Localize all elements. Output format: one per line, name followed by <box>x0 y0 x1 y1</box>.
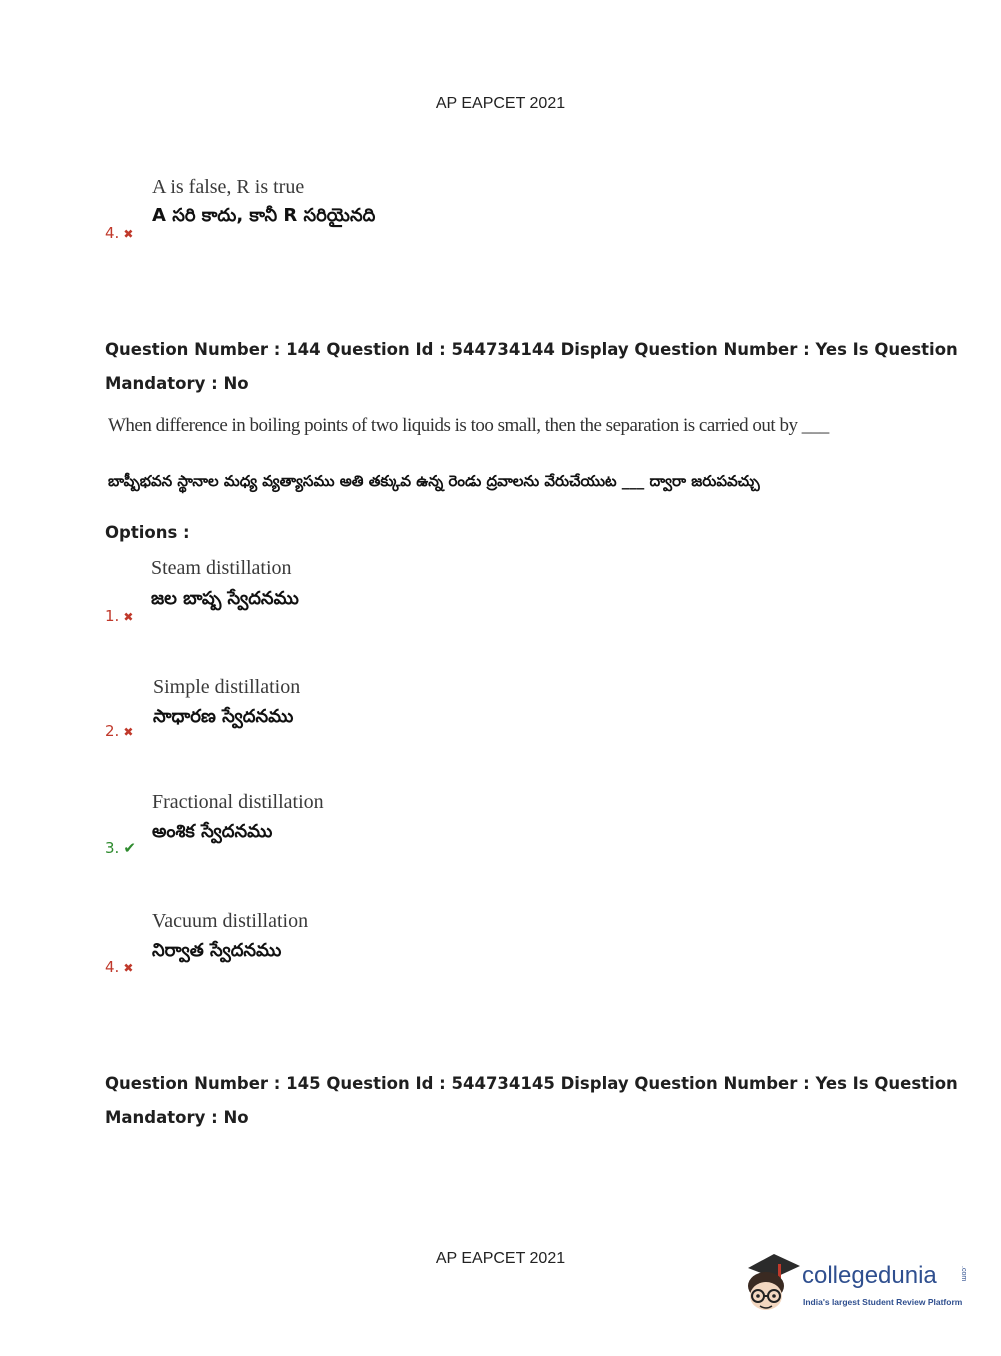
logo-wordmark: collegedunia <box>802 1262 937 1289</box>
collegedunia-logo <box>742 1250 972 1320</box>
option-1-telugu: జల బాష్ప స్వేదనము <box>151 588 299 609</box>
option-4-english: Vacuum distillation <box>152 910 309 932</box>
option-1-number <box>105 607 133 625</box>
logo-suffix: .com <box>960 1266 967 1282</box>
option-3-telugu: అంశిక స్వేదనము <box>152 821 273 842</box>
option-number-label: 1. <box>105 607 120 625</box>
question-145-meta-line2: Mandatory : No <box>105 1108 249 1127</box>
options-label: Options : <box>105 523 190 542</box>
prev-option-4-telugu: A సరి కాదు, కానీ R సరియైనది <box>152 205 376 226</box>
question-144-meta-line2: Mandatory : No <box>105 374 249 393</box>
option-2-telugu: సాధారణ స్వేదనము <box>153 706 294 727</box>
option-3-number <box>105 839 136 857</box>
option-4-telugu: నిర్వాత స్వేదనము <box>152 940 282 961</box>
question-144-text-english: When difference in boiling points of two liquids is too small, then the separation is carried out by ___ <box>108 415 829 436</box>
logo-tagline: India's largest Student Review Platform <box>803 1297 963 1307</box>
option-number-label: 4. <box>105 958 120 976</box>
option-number-label: 2. <box>105 722 120 740</box>
wrong-mark-icon: ✖ <box>123 610 134 624</box>
page-footer-title: AP EAPCET 2021 <box>435 1250 566 1267</box>
wrong-mark-icon: ✖ <box>123 725 134 739</box>
option-number-label: 3. <box>105 839 120 857</box>
question-144-meta-line1: Question Number : 144 Question Id : 544734144 Display Question Number : Yes Is Question <box>105 340 958 359</box>
prev-option-4-english: A is false, R is true <box>152 176 305 198</box>
prev-option-4-number <box>105 224 133 242</box>
option-3-english: Fractional distillation <box>152 791 324 813</box>
option-2-number <box>105 722 133 740</box>
wrong-mark-icon: ✖ <box>123 961 134 975</box>
page-header-title: AP EAPCET 2021 <box>435 95 566 112</box>
question-144-text-telugu: బాష్పీభవన స్థానాల మధ్య వ్యత్యాసము అతి తక్కువ ఉన్న రెండు ద్రవాలను వేరుచేయుట ___ ద్వారా జరుపవచ్చు <box>108 472 760 490</box>
mascot-icon <box>742 1250 802 1316</box>
question-145-meta-line1: Question Number : 145 Question Id : 544734145 Display Question Number : Yes Is Question <box>105 1074 958 1093</box>
check-mark-icon: ✔ <box>123 839 136 857</box>
option-4-number <box>105 958 133 976</box>
option-number-label: 4. <box>105 224 120 242</box>
option-2-english: Simple distillation <box>153 676 301 698</box>
wrong-mark-icon: ✖ <box>123 227 134 241</box>
option-1-english: Steam distillation <box>151 557 292 579</box>
